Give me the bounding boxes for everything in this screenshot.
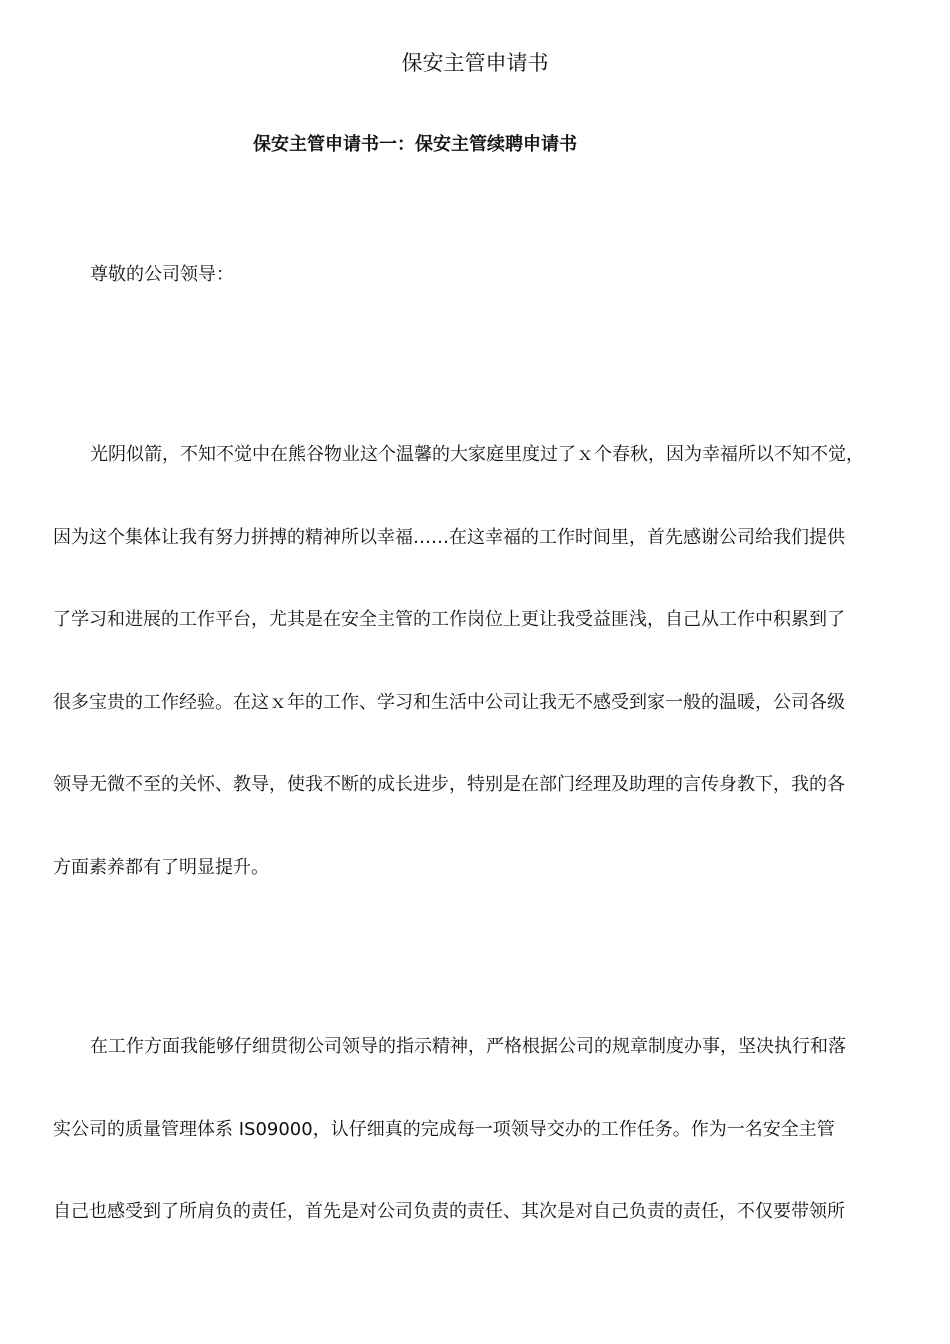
document-subtitle: 保安主管申请书一：保安主管续聘申请书 [253,134,577,155]
paragraph-line: 实公司的质量管理体系 IS09000，认仔细真的完成每一项领导交办的工作任务。作为一名安全主管 [53,1119,835,1140]
paragraph-line: 很多宝贵的工作经验。在这ｘ年的工作、学习和生活中公司让我无不感受到家一般的温暖，公司各级 [53,692,845,713]
paragraph-line: 光阴似箭，不知不觉中在熊谷物业这个温馨的大家庭里度过了ｘ个春秋，因为幸福所以不知不觉， [90,444,864,465]
paragraph-line: 因为这个集体让我有努力拼搏的精神所以幸福……在这幸福的工作时间里，首先感谢公司给我们提供 [53,527,845,548]
paragraph-line: 在工作方面我能够仔细贯彻公司领导的指示精神，严格根据公司的规章制度办事，坚决执行和落 [90,1036,846,1057]
salutation: 尊敬的公司领导： [90,264,234,285]
paragraph-line: 自己也感受到了所肩负的责任，首先是对公司负责的责任、其次是对自己负责的责任，不仅要带领所 [53,1201,845,1222]
paragraph-line: 了学习和进展的工作平台，尤其是在安全主管的工作岗位上更让我受益匪浅，自己从工作中积累到了 [53,609,845,630]
paragraph-line: 方面素养都有了明显提升。 [53,857,269,878]
paragraph-line: 领导无微不至的关怀、教导，使我不断的成长进步，特别是在部门经理及助理的言传身教下，我的各 [53,774,845,795]
document-title: 保安主管申请书 [401,51,549,75]
